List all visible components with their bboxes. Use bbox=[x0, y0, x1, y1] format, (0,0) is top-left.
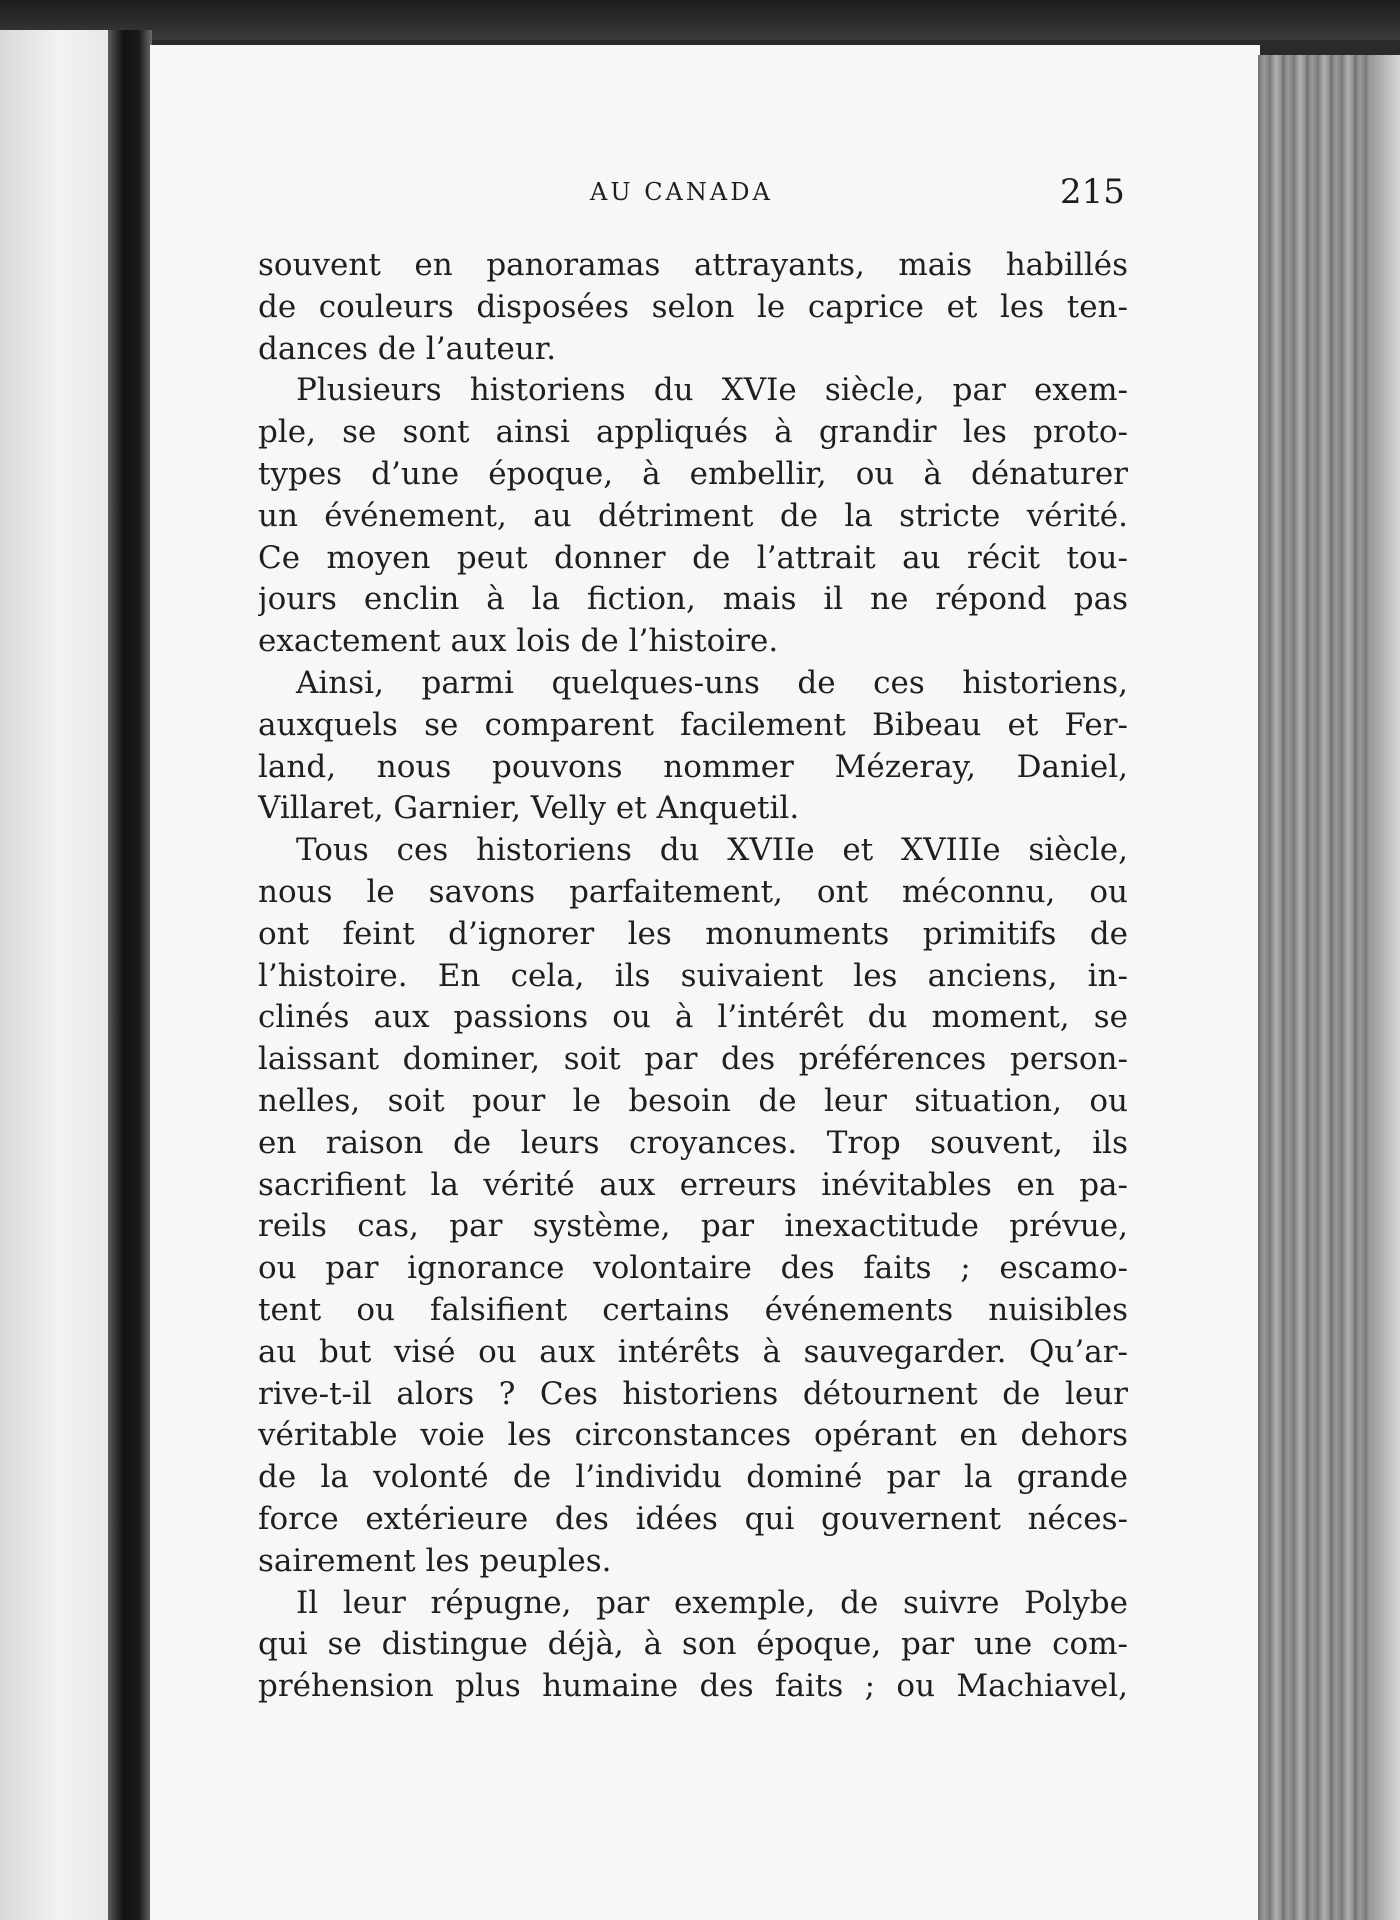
text-line: sairement les peuples. bbox=[258, 1542, 612, 1579]
previous-page-edge bbox=[0, 30, 108, 1920]
text-line: dances de l’auteur. bbox=[258, 330, 557, 367]
text-line: nelles, soit pour le besoin de leur situation, ou bbox=[258, 1082, 1128, 1119]
text-line: types d’une époque, à embellir, ou à dénaturer bbox=[258, 455, 1128, 492]
text-line: au but visé ou aux intérêts à sauvegarder. Qu’ar- bbox=[258, 1333, 1128, 1370]
text-line: véritable voie les circonstances opérant en dehors bbox=[258, 1417, 1128, 1454]
text-line: de la volonté de l’individu dominé par la grande bbox=[258, 1459, 1128, 1496]
page-stack-edges bbox=[1258, 55, 1400, 1920]
text-line: qui se distingue déjà, à son époque, par une com- bbox=[258, 1626, 1128, 1663]
text-line: Ainsi, parmi quelques-uns de ces historiens, bbox=[296, 664, 1128, 701]
text-line: souvent en panoramas attrayants, mais habillés bbox=[258, 247, 1128, 283]
text-line: exactement aux lois de l’histoire. bbox=[258, 623, 779, 660]
text-line: Plusieurs historiens du XVIe siècle, par exem- bbox=[296, 372, 1128, 409]
text-line: Il leur répugne, par exemple, de suivre Polybe bbox=[296, 1584, 1128, 1621]
text-line: Ce moyen peut donner de l’attrait au récit tou- bbox=[258, 539, 1128, 576]
text-line: Tous ces historiens du XVIIe et XVIIIe siècle, bbox=[296, 832, 1128, 869]
page-number: 215 bbox=[1060, 172, 1125, 212]
text-line: ou par ignorance volontaire des faits ; escamo- bbox=[258, 1250, 1128, 1287]
body-text bbox=[258, 245, 1128, 1708]
text-line: en raison de leurs croyances. Trop souvent, ils bbox=[258, 1124, 1128, 1161]
text-line: préhension plus humaine des faits ; ou Machiavel, bbox=[258, 1668, 1128, 1705]
running-title: AU CANADA bbox=[590, 178, 773, 206]
book-gutter bbox=[108, 30, 152, 1920]
text-line: tent ou falsifient certains événements nuisibles bbox=[258, 1291, 1128, 1328]
text-line: ont feint d’ignorer les monuments primitifs de bbox=[258, 915, 1128, 952]
scan-top-border bbox=[0, 0, 1400, 40]
text-line: laissant dominer, soit par des préférences person- bbox=[258, 1041, 1128, 1078]
text-line: l’histoire. En cela, ils suivaient les anciens, in- bbox=[258, 957, 1128, 994]
text-line: auxquels se comparent facilement Bibeau et Fer- bbox=[258, 706, 1128, 743]
text-line: reils cas, par système, par inexactitude prévue, bbox=[258, 1208, 1128, 1245]
text-line: jours enclin à la fiction, mais il ne répond pas bbox=[258, 581, 1128, 618]
text-line: land, nous pouvons nommer Mézeray, Daniel, bbox=[258, 748, 1128, 785]
text-line: un événement, au détriment de la stricte vérité. bbox=[258, 497, 1128, 534]
text-line: clinés aux passions ou à l’intérêt du moment, se bbox=[258, 999, 1128, 1036]
text-line: rive-t-il alors ? Ces historiens détournent de leur bbox=[258, 1375, 1128, 1412]
text-line: Villaret, Garnier, Velly et Anquetil. bbox=[258, 790, 800, 827]
text-line: ple, se sont ainsi appliqués à grandir les proto- bbox=[258, 414, 1128, 451]
text-line: nous le savons parfaitement, ont méconnu, ou bbox=[258, 873, 1128, 910]
text-line: sacrifient la vérité aux erreurs inévitables en pa- bbox=[258, 1166, 1128, 1203]
text-line: force extérieure des idées qui gouvernent néces- bbox=[258, 1500, 1128, 1537]
text-line: de couleurs disposées selon le caprice et les ten- bbox=[258, 288, 1128, 325]
